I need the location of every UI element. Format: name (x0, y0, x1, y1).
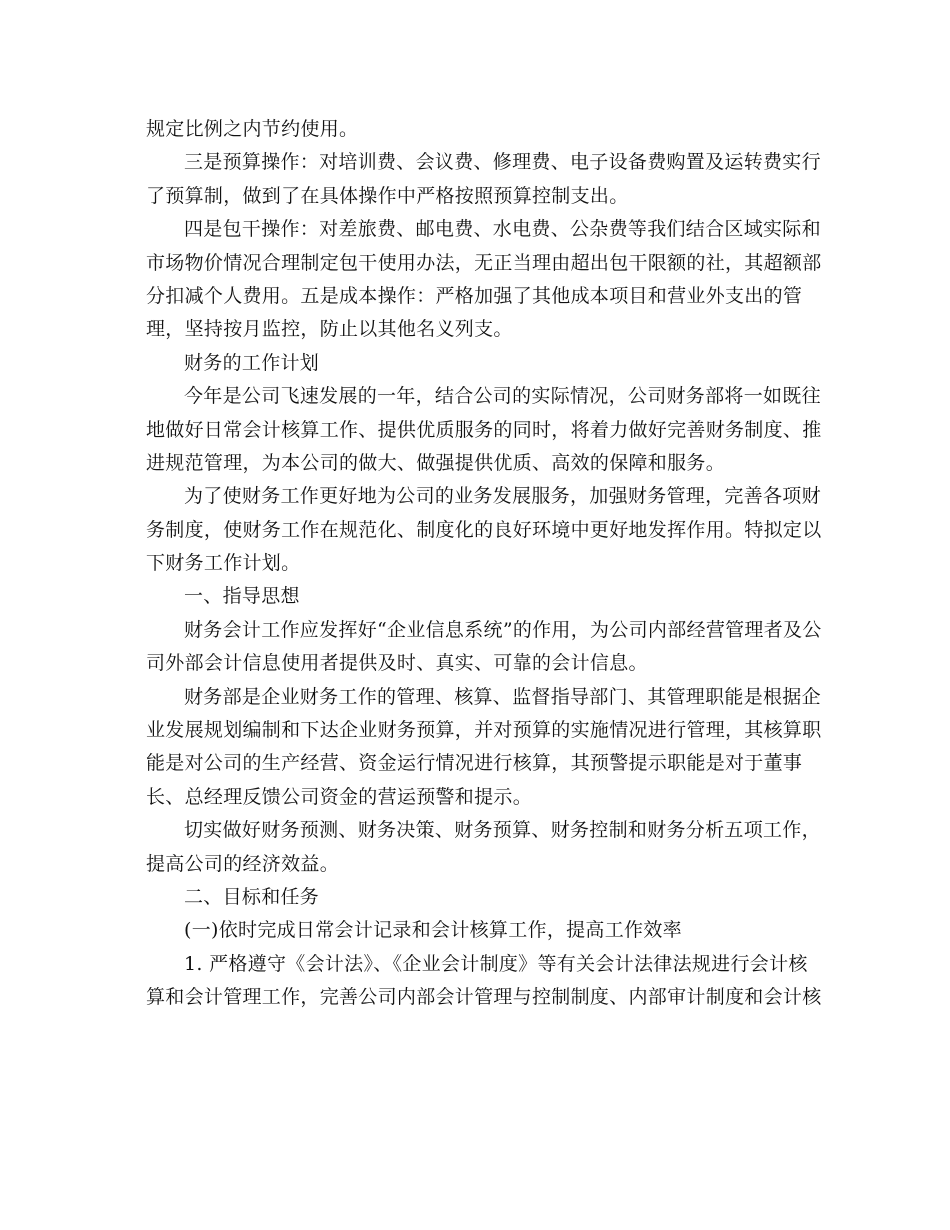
text-line: 一、指导思想 (184, 585, 300, 608)
text-line: 二、目标和任务 (184, 885, 320, 908)
document-body (146, 113, 822, 1015)
text-line: 财务部是企业财务工作的管理、核算、监督指导部门、其管理职能是根据企 (184, 685, 821, 708)
text-line: 财务的工作计划 (184, 351, 320, 374)
text-line: 理，坚持按月监控，防止以其他名义列支。 (146, 318, 513, 341)
text-line: 今年是公司飞速发展的一年，结合公司的实际情况，公司财务部将一如既往 (184, 385, 821, 408)
text-line: 进规范管理，为本公司的做大、做强提供优质、高效的保障和服务。 (146, 451, 726, 474)
text-line: 司外部会计信息使用者提供及时、真实、可靠的会计信息。 (146, 652, 648, 675)
text-line: 四是包干操作：对差旅费、邮电费、水电费、公杂费等我们结合区域实际和 (184, 218, 821, 241)
text-line: 长、总经理反馈公司资金的营运预警和提示。 (146, 785, 533, 808)
text-line: 财务会计工作应发挥好“企业信息系统”的作用，为公司内部经营管理者及公 (184, 618, 822, 641)
text-line: 了预算制，做到了在具体操作中严格按照预算控制支出。 (146, 184, 629, 207)
text-line: 为了使财务工作更好地为公司的业务发展服务，加强财务管理，完善各项财 (184, 485, 821, 508)
text-line: 市场物价情况合理制定包干使用办法，无正当理由超出包干限额的社，其超额部 (146, 251, 822, 274)
text-line: 务制度，使财务工作在规范化、制度化的良好环境中更好地发挥作用。特拟定以 (146, 518, 822, 541)
text-line: (一)依时完成日常会计记录和会计核算工作，提高工作效率 (184, 919, 682, 942)
text-line: 分扣减个人费用。五是成本操作：严格加强了其他成本项目和营业外支出的管 (146, 284, 803, 307)
text-line: 三是预算操作：对培训费、会议费、修理费、电子设备费购置及运转费实行 (184, 151, 821, 174)
text-line: 提高公司的经济效益。 (146, 852, 340, 875)
text-line: 能是对公司的生产经营、资金运行情况进行核算，其预警提示职能是对于董事 (146, 752, 803, 775)
text-line: 下财务工作计划。 (146, 552, 301, 575)
text-line: 地做好日常会计核算工作、提供优质服务的同时，将着力做好完善财务制度、推 (146, 418, 822, 441)
text-line: 业发展规划编制和下达企业财务预算，并对预算的实施情况进行管理，其核算职 (146, 719, 822, 742)
text-line: 规定比例之内节约使用。 (146, 118, 359, 140)
text-line: 算和会计管理工作，完善公司内部会计管理与控制制度、内部审计制度和会计核 (146, 986, 822, 1009)
text-line: 切实做好财务预测、财务决策、财务预算、财务控制和财务分析五项工作， (184, 819, 821, 842)
text-line: 1. 严格遵守《会计法》、《企业会计制度》等有关会计法律法规进行会计核 (184, 952, 808, 975)
